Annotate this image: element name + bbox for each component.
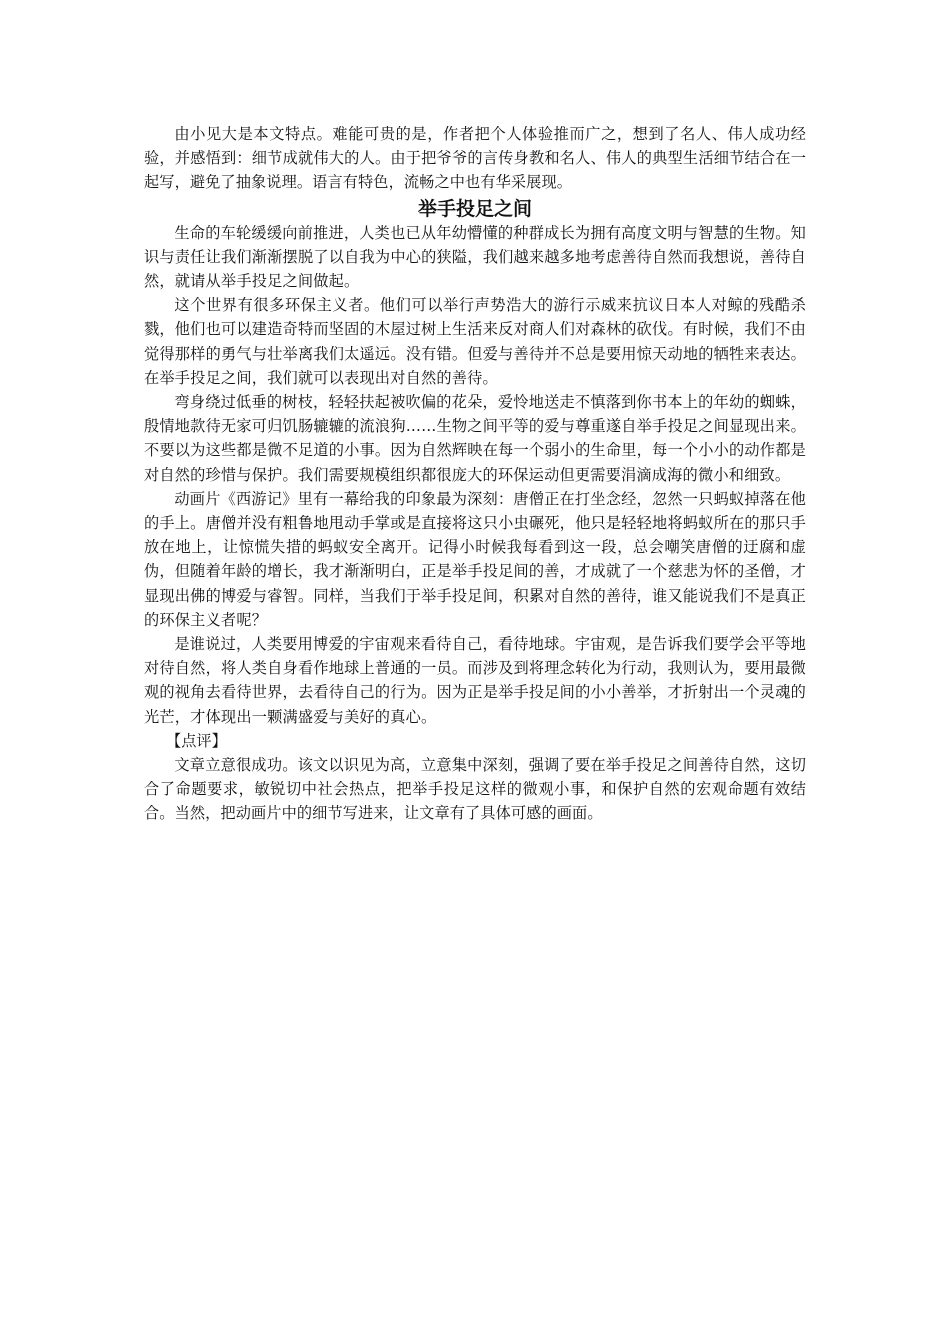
essay-body <box>144 221 806 729</box>
intro-comment: 由小见大是本文特点。难能可贵的是，作者把个人体验推而广之，想到了名人、伟人成功经验，并感悟到：细节成就伟大的人。由于把爷爷的言传身教和名人、伟人的典型生活细节结合在一起写，避免了抽象说理。语言有特色，流畅之中也有华采展现。 <box>144 125 806 192</box>
document-page <box>144 122 806 826</box>
review-text: 文章立意很成功。该文以识见为高，立意集中深刻，强调了要在举手投足之间善待自然，这切合了命题要求，敏锐切中社会热点，把举手投足这样的微观小事，和保护自然的宏观命题有效结合。当然，把动画片中的细节写进来，让文章有了具体可感的画面。 <box>144 756 806 823</box>
essay-paragraph-4: 动画片《西游记》里有一幕给我的印象最为深刻：唐僧正在打坐念经，忽然一只蚂蚁掉落在他的手上。唐僧并没有粗鲁地甩动手掌或是直接将这只小虫碾死，他只是轻轻地将蚂蚁所在的那只手放在地上，让惊慌失措的蚂蚁安全离开。记得小时候我每看到这一段，总会嘲笑唐僧的迂腐和虚伪，但随着年龄的增长，我才渐渐明白，正是举手投足间的善，才成就了一个慈悲为怀的圣僧，才显现出佛的博爱与睿智。同样，当我们于举手投足间，积累对自然的善待，谁又能说我们不是真正的环保主义者呢？ <box>144 489 806 629</box>
essay-paragraph-5: 是谁说过，人类要用博爱的宇宙观来看待自己，看待地球。宇宙观，是告诉我们要学会平等地对待自然，将人类自身看作地球上普通的一员。而涉及到将理念转化为行动，我则认为，要用最微观的视角去看待世界，去看待自己的行为。因为正是举手投足间的小小善举，才折射出一个灵魂的光芒，才体现出一颗满盛爱与美好的真心。 <box>144 635 806 726</box>
essay-paragraph-3: 弯身绕过低垂的树枝，轻轻扶起被吹偏的花朵，爱怜地送走不慎落到你书本上的年幼的蜘蛛，殷情地款待无家可归饥肠辘辘的流浪狗……生物之间平等的爱与尊重遂自举手投足之间显现出来。不要以为这些都是微不足道的小事。因为自然辉映在每一个弱小的生命里，每一个小小的动作都是对自然的珍惜与保护。我们需要规模组织都很庞大的环保运动但更需要涓滴成海的微小和细致。 <box>144 393 806 484</box>
review-label: 【点评】 <box>166 731 227 750</box>
essay-paragraph-1: 生命的车轮缓缓向前推进，人类也已从年幼懵懂的种群成长为拥有高度文明与智慧的生物。知识与责任让我们渐渐摆脱了以自我为中心的狭隘，我们越来越多地考虑善待自然而我想说，善待自然，就请从举手投足之间做起。 <box>144 223 806 291</box>
essay-title: 举手投足之间 <box>417 197 532 220</box>
essay-paragraph-2: 这个世界有很多环保主义者。他们可以举行声势浩大的游行示威来抗议日本人对鲸的残酷杀戮，他们也可以建造奇特而坚固的木屋过树上生活来反对商人们对森林的砍伐。有时候，我们不由觉得那样的勇气与壮举离我们太遥远。没有错。但爱与善待并不总是要用惊天动地的牺牲来表达。在举手投足之间，我们就可以表现出对自然的善待。 <box>144 296 806 387</box>
